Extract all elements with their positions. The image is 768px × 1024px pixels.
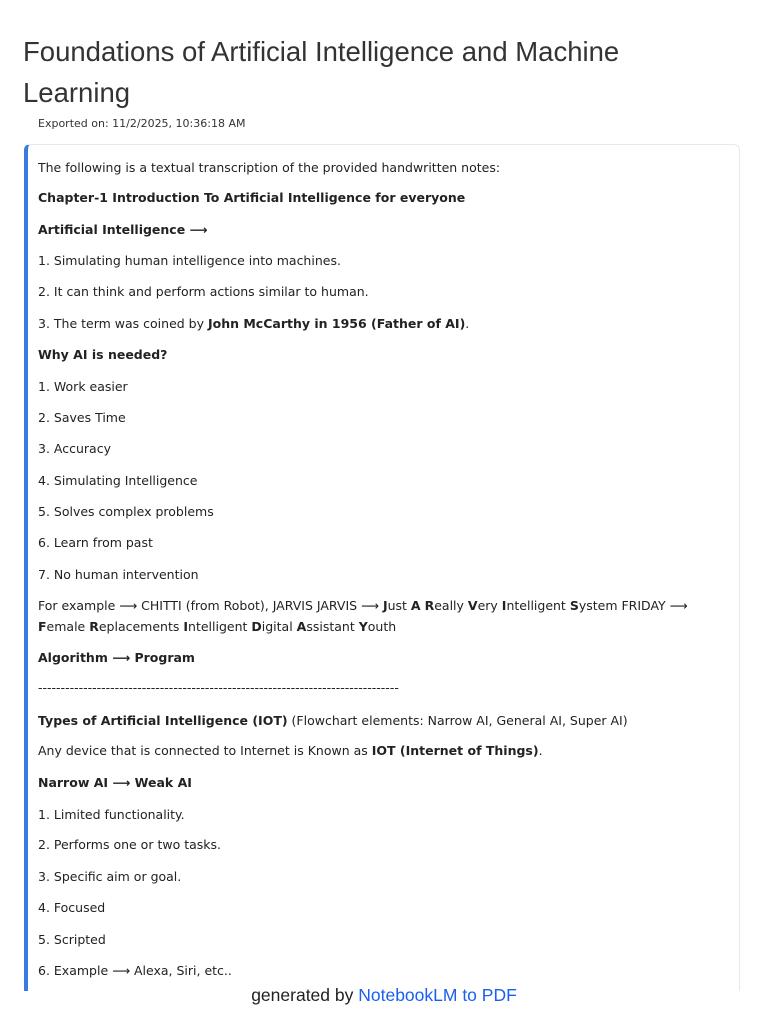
list-item: 1. Simulating human intelligence into machines. (38, 253, 341, 268)
note-card (24, 144, 740, 991)
footer-prefix: generated by (251, 985, 359, 1005)
list-item: 2. It can think and perform actions similar to human. (38, 284, 369, 299)
export-timestamp: Exported on: 11/2/2025, 10:36:18 AM (38, 117, 246, 130)
footer-link[interactable]: NotebookLM to PDF (358, 985, 517, 1005)
ai-heading: Artificial Intelligence ⟶ (38, 222, 208, 237)
list-item: 4. Focused (38, 900, 106, 915)
types-heading: Types of Artificial Intelligence (IOT) (Flowchart elements: Narrow AI, General AI, Super AI) (38, 713, 628, 728)
list-item: 3. The term was coined by John McCarthy in 1956 (Father of AI). (38, 316, 470, 331)
algorithm-heading: Algorithm ⟶ Program (38, 650, 195, 665)
intro-text: The following is a textual transcription of the provided handwritten notes: (38, 160, 501, 175)
list-item: 3. Accuracy (38, 441, 111, 456)
list-item: 3. Specific aim or goal. (38, 869, 182, 884)
example-paragraph: For example ⟶ CHITTI (from Robot), JARVIS JARVIS ⟶ Just A Really Very Intelligent System FRIDAY ⟶ Female Replacements Intelligent Digital Assistant Youth (38, 598, 688, 634)
list-item: 6. Example ⟶ Alexa, Siri, etc.. (38, 963, 232, 978)
iot-definition: Any device that is connected to Internet is Known as IOT (Internet of Things). (38, 743, 543, 758)
list-item: 2. Saves Time (38, 410, 126, 425)
page-title: Foundations of Artificial Intelligence and Machine Learning (23, 36, 620, 108)
narrow-ai-heading: Narrow AI ⟶ Weak AI (38, 775, 192, 790)
list-item: 5. Scripted (38, 932, 106, 947)
list-item: 6. Learn from past (38, 535, 153, 550)
list-item: 1. Work easier (38, 379, 128, 394)
list-item: 7. No human intervention (38, 567, 199, 582)
chapter-heading: Chapter-1 Introduction To Artificial Intelligence for everyone (38, 190, 466, 205)
why-heading: Why AI is needed? (38, 347, 168, 362)
list-item: 1. Limited functionality. (38, 807, 185, 822)
list-item: 4. Simulating Intelligence (38, 473, 198, 488)
divider: -------------------------------------------------------------------------------- (38, 680, 399, 695)
list-item: 2. Performs one or two tasks. (38, 837, 221, 852)
footer-credit (0, 983, 768, 1007)
coined-by-highlight: John McCarthy in 1956 (Father of AI) (207, 316, 466, 331)
list-item: 5. Solves complex problems (38, 504, 214, 519)
